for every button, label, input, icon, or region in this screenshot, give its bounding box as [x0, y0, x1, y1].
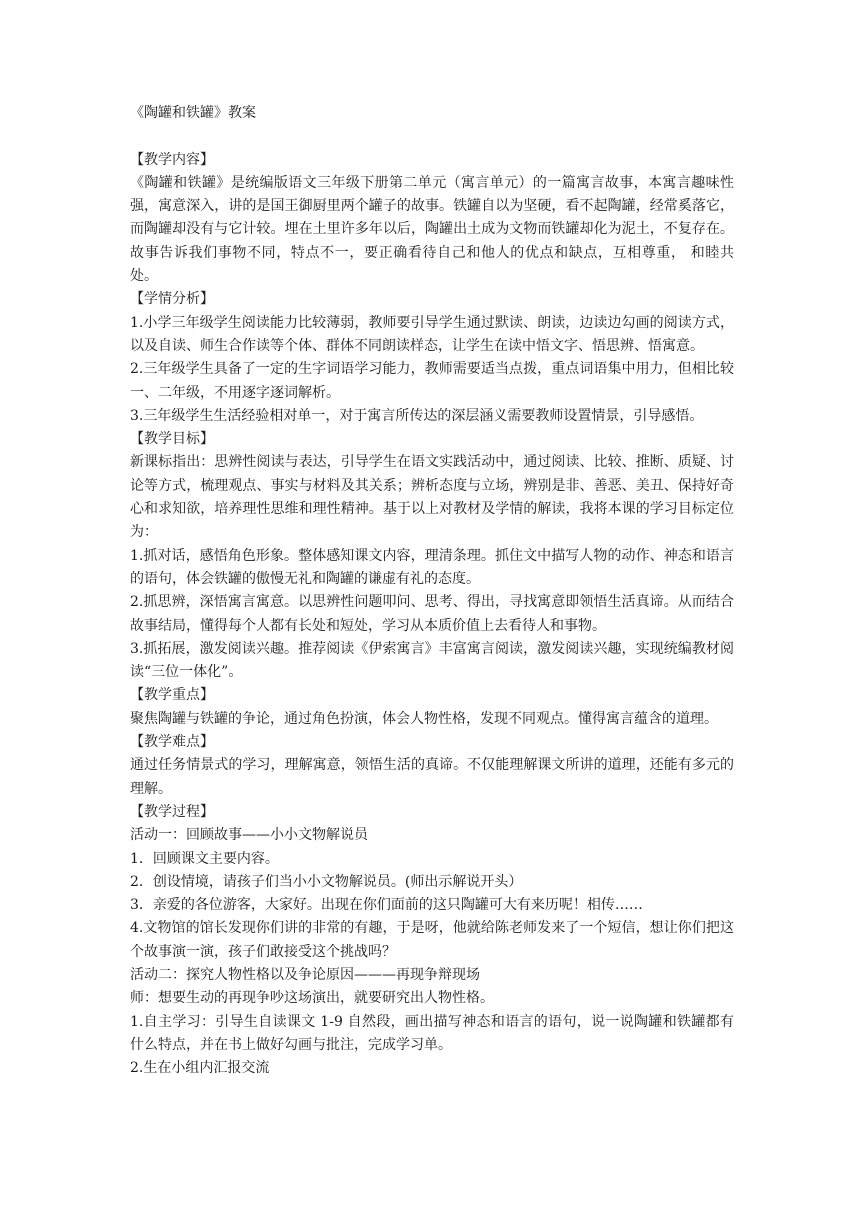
paragraph: 活动二：探究人物性格以及争论原因———再现争辩现场 — [130, 966, 480, 983]
paragraph: 新课标指出：思辨性阅读与表达，引导学生在语文实践活动中，通过阅读、比较、推断、质疑、讨论等方式，梳理观点、事实与材料及其关系；辨析态度与立场，辨别是非、善恶、美丑、保持好奇心和求知欲，培养理性思维和理性精神。基于以上对教材及学情的解读，我将本课的学习目标定位为： — [130, 454, 734, 541]
section-heading: 【教学目标】 — [130, 431, 214, 448]
paragraph: 师：想要生动的再现争吵这场演出，就要研究出人物性格。 — [130, 990, 494, 1007]
paragraph: 2.三年级学生具备了一定的生字词语学习能力，教师需要适当点拨，重点词语集中用力，但相比较一、二年级，不用逐字逐词解析。 — [130, 361, 734, 401]
paragraph: 2．创设情境，请孩子们当小小文物解说员。(师出示解说开头） — [130, 873, 523, 890]
document-title: 《陶罐和铁罐》教案 — [130, 105, 256, 121]
paragraph: 1．回顾课文主要内容。 — [130, 850, 279, 867]
paragraph: 3．亲爱的各位游客，大家好。出现在你们面前的这只陶罐可大有来历呢！相传…… — [130, 897, 643, 914]
paragraph: 1.自主学习：引导生自读课文 1-9 自然段，画出描写神态和语言的语句，说一说陶罐和铁罐都有什么特点，并在书上做好勾画与批注，完成学习单。 — [130, 1013, 734, 1053]
paragraph: 《陶罐和铁罐》是统编版语文三年级下册第二单元（寓言单元）的一篇寓言故事，本寓言趣味性强，寓意深入，讲的是国王御厨里两个罐子的故事。铁罐自以为坚硬，看不起陶罐，经常奚落它，而陶罐却没有与它计较。埋在土里许多年以后，陶罐出土成为文物而铁罐却化为泥土，不复存在。故事告诉我们事物不同，特点不一，要正确看待自己和他人的优点和缺点，互相尊重， 和睦共处。 — [130, 174, 734, 285]
paragraph: 活动一：回顾故事——小小文物解说员 — [130, 827, 368, 844]
document-body — [130, 149, 734, 1081]
paragraph: 聚焦陶罐与铁罐的争论，通过角色扮演，体会人物性格，发现不同观点。懂得寓言蕴含的道理。 — [130, 710, 718, 727]
section-heading: 【教学难点】 — [130, 734, 214, 751]
paragraph: 2.抓思辨，深悟寓言寓意。以思辨性问题叩问、思考、得出，寻找寓意即领悟生活真谛。从而结合故事结局，懂得每个人都有长处和短处，学习从本质价值上去看待人和事物。 — [130, 594, 734, 634]
section-heading: 【教学过程】 — [130, 803, 214, 820]
lesson-plan-page — [130, 102, 734, 1080]
paragraph: 3.三年级学生生活经验相对单一，对于寓言所传达的深层涵义需要教师设置情景，引导感悟。 — [130, 407, 704, 424]
section-heading: 【教学重点】 — [130, 687, 214, 704]
paragraph: 通过任务情景式的学习，理解寓意，领悟生活的真谛。不仅能理解课文所讲的道理，还能有多元的理解。 — [130, 757, 734, 797]
paragraph: 2.生在小组内汇报交流 — [130, 1060, 270, 1077]
paragraph: 4.文物馆的馆长发现你们讲的非常的有趣，于是呀，他就给陈老师发来了一个短信，想让你们把这个故事演一演，孩子们敢接受这个挑战吗？ — [130, 920, 734, 960]
spacer — [130, 125, 734, 148]
section-heading: 【学情分析】 — [130, 291, 214, 308]
paragraph: 1.抓对话，感悟角色形象。整体感知课文内容，理清条理。抓住文中描写人物的动作、神态和语言的语句，体会铁罐的傲慢无礼和陶罐的谦虚有礼的态度。 — [130, 547, 734, 587]
section-heading: 【教学内容】 — [130, 151, 214, 168]
paragraph: 1.小学三年级学生阅读能力比较薄弱，教师要引导学生通过默读、朗读，边读边勾画的阅读方式，以及自读、师生合作读等个体、群体不同朗读样态，让学生在读中悟文字、悟思辨、悟寓意。 — [130, 314, 734, 354]
paragraph: 3.抓拓展，激发阅读兴趣。推荐阅读《伊索寓言》丰富寓言阅读，激发阅读兴趣，实现统编教材阅读“三位一体化”。 — [130, 640, 734, 681]
